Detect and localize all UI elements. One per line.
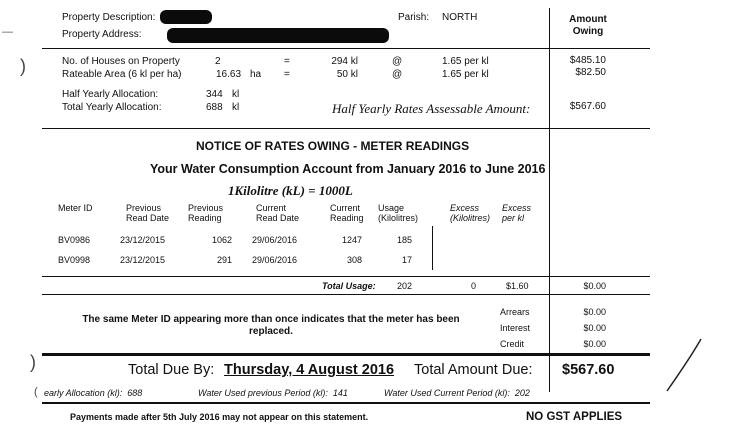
scan-mark-paren-2: ) (30, 352, 36, 372)
col-prev-date-header: Previous Read Date (126, 203, 170, 223)
current-period-summary: Water Used Current Period (kl): 202 (384, 388, 530, 398)
amount-owing-label-1: Amount (569, 14, 607, 25)
houses-equals: = (284, 56, 290, 67)
meter-id: BV0986 (58, 235, 91, 245)
arrears-label: Arrears (500, 307, 530, 317)
credit-amount: $0.00 (583, 339, 606, 349)
parish-label: Parish: (398, 12, 430, 23)
charges-top-rule (42, 294, 650, 295)
yearly-allocation-summary: early Allocation (kl): 688 (44, 388, 143, 398)
rateable-rate: 1.65 per kl (442, 69, 489, 80)
houses-at: @ (392, 56, 403, 67)
credit-label: Credit (500, 339, 525, 349)
rateable-amount: $82.50 (575, 67, 606, 78)
col-excess-header: Excess (Kilolitres) (450, 203, 491, 223)
property-description-redaction (160, 10, 212, 24)
rateable-equals: = (284, 69, 290, 80)
total-usage-value: 202 (396, 281, 412, 291)
total-due-by-date: Thursday, 4 August 2016 (224, 362, 395, 378)
houses-rate: 1.65 per kl (442, 56, 489, 67)
total-usage-amount: $0.00 (583, 281, 606, 291)
total-excess: 0 (470, 281, 476, 291)
prev-reading: 1062 (211, 235, 232, 245)
assessable-amount: $567.60 (569, 101, 606, 112)
interest-amount: $0.00 (583, 323, 606, 333)
rateable-at: @ (392, 69, 403, 80)
total-yearly-unit: kl (232, 102, 240, 113)
prev-read-date: 23/12/2015 (120, 235, 166, 245)
scan-mark-paren-3: ( (34, 386, 38, 398)
scan-mark-paren-1: ) (20, 56, 26, 76)
total-yearly-value: 688 (206, 102, 223, 113)
prev-reading: 291 (216, 255, 232, 265)
property-address-redaction (167, 28, 389, 43)
usage-column-divider (432, 226, 433, 270)
pen-stroke (655, 335, 705, 395)
col-curr-date-header: Current Read Date (256, 203, 300, 223)
total-yearly-label: Total Yearly Allocation: (62, 102, 162, 113)
prev-read-date: 23/12/2015 (120, 255, 166, 265)
total-due-by-label: Total Due By: (128, 362, 215, 378)
col-curr-reading-header: Current Reading (330, 203, 364, 223)
col-meter-id-header: Meter ID (58, 203, 93, 213)
usage: 17 (401, 255, 412, 265)
assessable-label: Half Yearly Rates Assessable Amount: (332, 101, 531, 116)
rateable-kl: 50 kl (336, 69, 358, 80)
total-usage-label: Total Usage: (322, 281, 376, 291)
curr-read-date: 29/06/2016 (252, 255, 298, 265)
arrears-amount: $0.00 (583, 307, 606, 317)
col-usage-header: Usage (Kilolitres) (378, 203, 419, 223)
houses-count: 2 (215, 56, 221, 67)
total-excess-per: $1.60 (506, 281, 529, 291)
notice-rule (42, 128, 650, 129)
curr-reading: 1247 (341, 235, 362, 245)
half-yearly-value: 344 (206, 89, 223, 100)
property-address-label: Property Address: (62, 29, 142, 40)
total-amount-due-label: Total Amount Due: (414, 362, 533, 378)
gst-note: NO GST APPLIES (526, 411, 623, 423)
total-amount-due: $567.60 (562, 362, 615, 378)
rateable-label: Rateable Area (6 kl per ha) (62, 69, 182, 80)
top-rule (42, 48, 650, 49)
total-due-rule (42, 353, 650, 356)
col-excess-per-header: Excess per kl (502, 203, 532, 223)
total-usage-top-rule (42, 276, 650, 277)
half-yearly-unit: kl (232, 89, 240, 100)
previous-period-summary: Water Used previous Period (kl): 141 (198, 388, 348, 398)
amount-owing-label-2: Owing (572, 26, 604, 37)
houses-label: No. of Houses on Property (62, 56, 180, 67)
property-description-label: Property Description: (62, 12, 156, 23)
houses-amount: $485.10 (569, 55, 606, 66)
meter-replaced-note: The same Meter ID appearing more than once indicates that the meter has been replaced. (82, 314, 460, 337)
amount-column-divider (549, 8, 550, 392)
rateable-unit: ha (250, 69, 262, 80)
scan-mark-top: — (2, 26, 13, 38)
notice-subtitle: Your Water Consumption Account from January 2016 to June 2016 (150, 162, 546, 176)
curr-read-date: 29/06/2016 (252, 235, 298, 245)
payments-note: Payments made after 5th July 2016 may not appear on this statement. (70, 412, 369, 422)
parish-value: NORTH (442, 12, 478, 23)
kilolitre-note: 1Kilolitre (kL) = 1000L (228, 183, 353, 198)
half-yearly-label: Half Yearly Allocation: (62, 89, 159, 100)
rateable-ha: 16.63 (216, 69, 242, 80)
notice-title: NOTICE OF RATES OWING - METER READINGS (196, 139, 470, 153)
meter-id: BV0998 (58, 255, 91, 265)
col-prev-reading-header: Previous Reading (188, 203, 224, 223)
usage: 185 (396, 235, 412, 245)
curr-reading: 308 (346, 255, 362, 265)
interest-label: Interest (500, 323, 531, 333)
summary-rule (42, 402, 650, 404)
houses-kl: 294 kl (331, 56, 358, 67)
